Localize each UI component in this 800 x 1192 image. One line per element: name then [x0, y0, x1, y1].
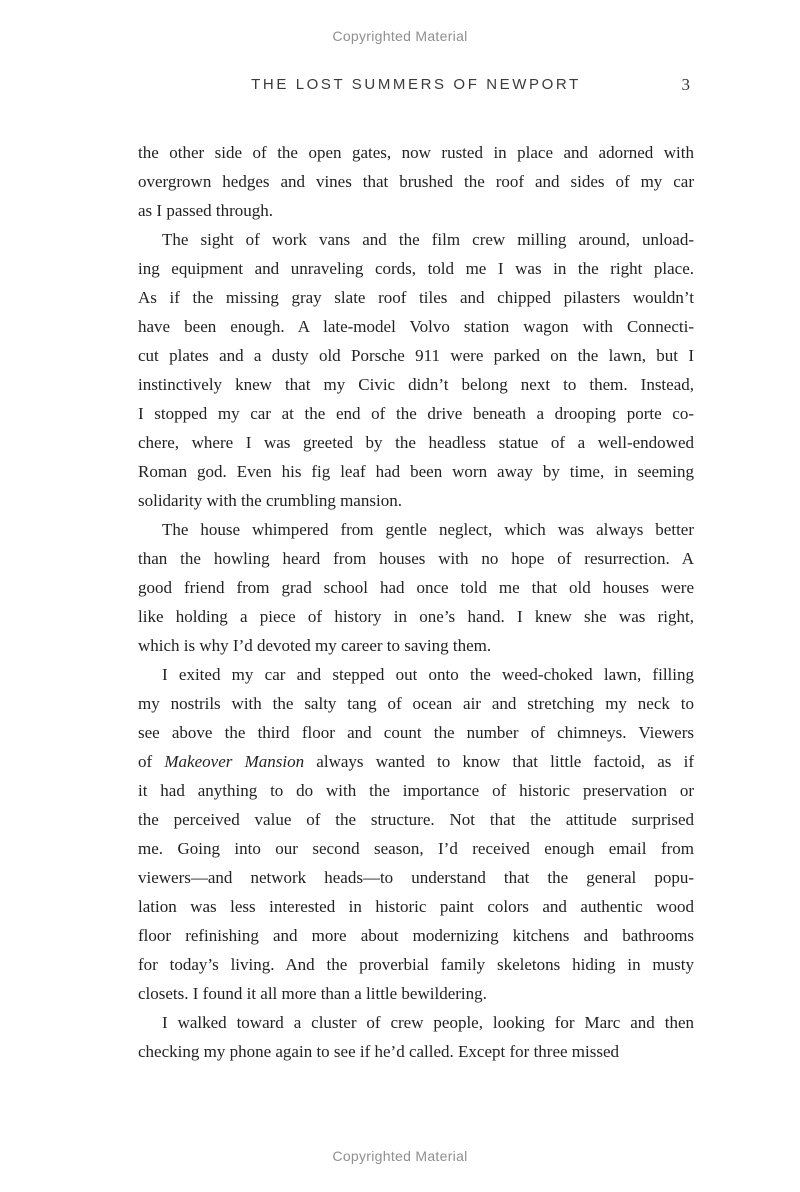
text-line: it had anything to do with the importance of historic preservation or: [138, 781, 694, 800]
text-line: lation was less interested in historic paint colors and authentic wood: [138, 897, 694, 916]
text-line: ing equipment and unraveling cords, told me I was in the right place.: [138, 259, 694, 278]
text-line: instinctively knew that my Civic didn’t belong next to them. Instead,: [138, 375, 694, 394]
paragraph: [138, 138, 694, 225]
text-line: The house whimpered from gentle neglect, which was always better: [162, 520, 694, 539]
text-line: which is why I’d devoted my career to saving them.: [138, 636, 492, 655]
text-line: floor refinishing and more about modernizing kitchens and bathrooms: [138, 926, 694, 945]
text-line: As if the missing gray slate roof tiles and chipped pilasters wouldn’t: [138, 288, 694, 307]
paragraph: [138, 1008, 694, 1066]
copyright-notice-bottom: Copyrighted Material: [332, 1148, 468, 1164]
text-line: for today’s living. And the proverbial family skeletons hiding in musty: [138, 955, 694, 974]
text-line: cut plates and a dusty old Porsche 911 were parked on the lawn, but I: [138, 346, 694, 365]
text-line: I exited my car and stepped out onto the weed-choked lawn, filling: [162, 665, 694, 684]
text-line: the perceived value of the structure. Not that the attitude surprised: [138, 810, 694, 829]
text-line: like holding a piece of history in one’s hand. I knew she was right,: [138, 607, 694, 626]
text-line: checking my phone again to see if he’d called. Except for three missed: [138, 1042, 620, 1061]
page-number: 3: [681, 75, 690, 94]
text-line: I stopped my car at the end of the drive beneath a drooping porte co-: [138, 404, 694, 423]
text-line: the other side of the open gates, now rusted in place and adorned with: [138, 143, 694, 162]
text-line: The sight of work vans and the film crew milling around, unload-: [162, 230, 694, 249]
running-title: THE LOST SUMMERS OF NEWPORT: [251, 76, 581, 93]
text-line: overgrown hedges and vines that brushed the roof and sides of my car: [138, 172, 694, 191]
text-line: Roman god. Even his fig leaf had been worn away by time, in seeming: [138, 462, 694, 481]
text-line: solidarity with the crumbling mansion.: [138, 491, 402, 510]
copyright-notice-top: Copyrighted Material: [332, 28, 468, 44]
text-line: than the howling heard from houses with no hope of resurrection. A: [138, 549, 694, 568]
text-line: my nostrils with the salty tang of ocean air and stretching my neck to: [138, 694, 694, 713]
text-line: see above the third floor and count the number of chimneys. Viewers: [138, 723, 694, 742]
text-line: of Makeover Mansion always wanted to know that little factoid, as if: [138, 752, 694, 771]
text-line: viewers—and network heads—to understand that the general popu-: [138, 868, 694, 887]
paragraph: [138, 225, 694, 515]
body-text: [138, 138, 694, 1066]
running-header: [138, 76, 694, 98]
text-line: chere, where I was greeted by the headless statue of a well-endowed: [138, 433, 694, 452]
text-line: I walked toward a cluster of crew people, looking for Marc and then: [162, 1013, 694, 1032]
text-line: closets. I found it all more than a little bewildering.: [138, 984, 487, 1003]
text-line: me. Going into our second season, I’d received enough email from: [138, 839, 694, 858]
paragraph: [138, 515, 694, 660]
paragraph: [138, 660, 694, 1008]
text-line: as I passed through.: [138, 201, 274, 220]
text-line: good friend from grad school had once told me that old houses were: [138, 578, 694, 597]
text-line: have been enough. A late-model Volvo station wagon with Connecti-: [138, 317, 694, 336]
